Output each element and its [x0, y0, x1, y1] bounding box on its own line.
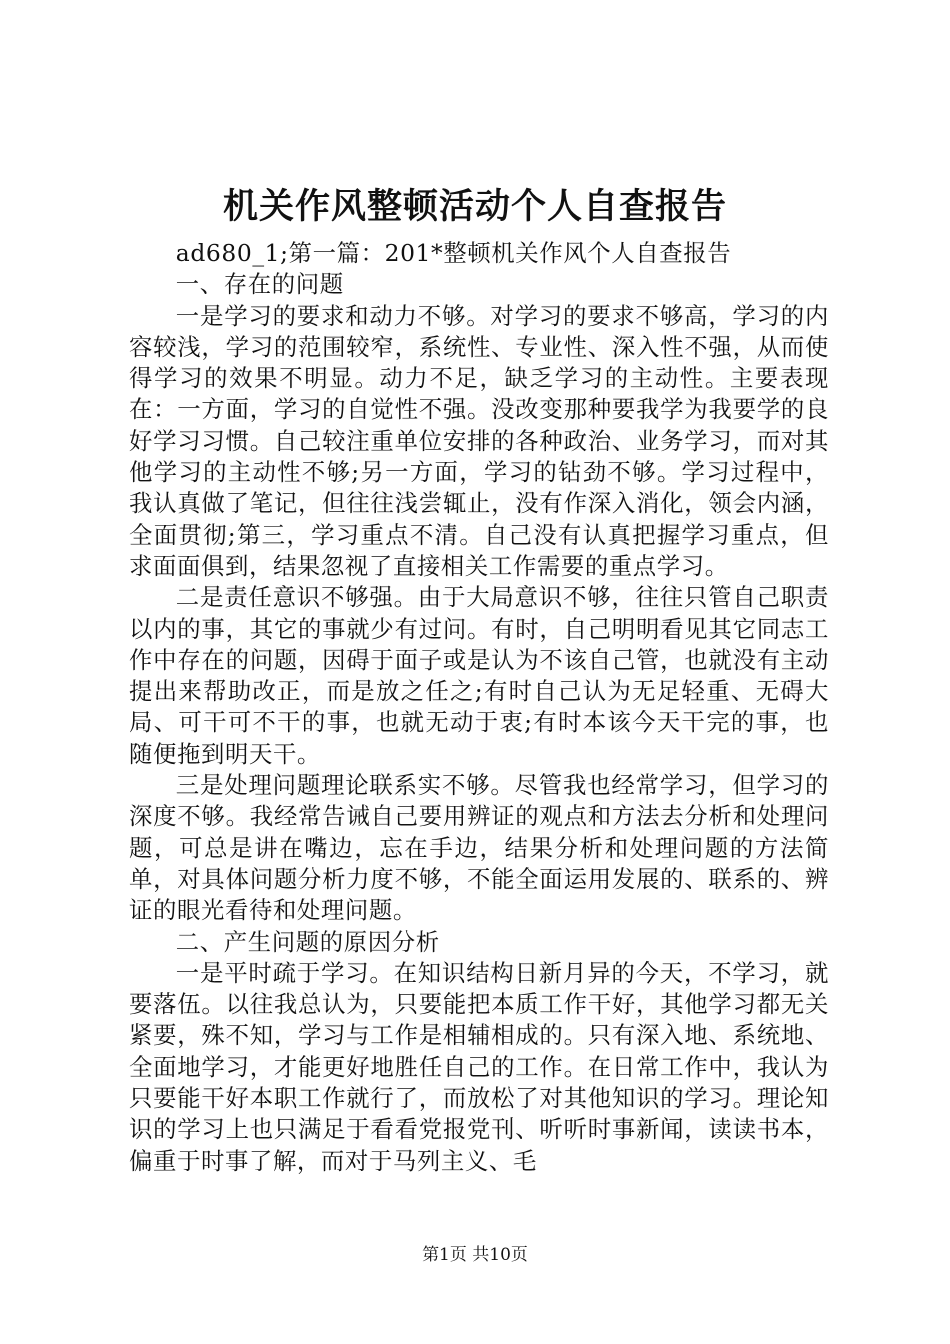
paragraph-subheading: ad680_1;第一篇：201*整顿机关作风个人自查报告 — [175, 239, 732, 267]
section-heading-causes: 二、产生问题的原因分析 — [175, 927, 440, 956]
page-footer — [0, 1243, 950, 1267]
paragraph-responsibility: 二是责任意识不够强。由于大局意识不够，往往只管自己职责以内的事，其它的事就少有过问。有时，自己明明看见其它同志工作中存在的问题，因碍于面子或是认为不该自己管，也就没有主动提出来帮助改正，而是放之任之;有时自己认为无足轻重、无碍大局、可干可不干的事，也就无动于衷;有时本该今天干完的事，也随便拖到明天干。 — [129, 583, 829, 768]
page-total: 共10页 — [472, 1245, 528, 1265]
document-body — [129, 238, 829, 1177]
section-heading-problems: 一、存在的问题 — [175, 270, 344, 299]
paragraph-theory-practice: 三是处理问题理论联系实不够。尽管我也经常学习，但学习的深度不够。我经常告诫自己要用辨证的观点和方法去分析和处理问题，可总是讲在嘴边，忘在手边，结果分析和处理问题的方法简单，对具体问题分析力度不够，不能全面运用发展的、联系的、辨证的眼光看待和处理问题。 — [129, 771, 829, 925]
document-title: 机关作风整顿活动个人自查报告 — [222, 186, 727, 227]
page-number: 第1页 — [422, 1245, 467, 1265]
paragraph-cause-study: 一是平时疏于学习。在知识结构日新月异的今天，不学习，就要落伍。以往我总认为，只要能把本质工作干好，其他学习都无关紧要，殊不知，学习与工作是相辅相成的。只有深入地、系统地、全面地学习，才能更好地胜任自己的工作。在日常工作中，我认为只要能干好本职工作就行了，而放松了对其他知识的学习。理论知识的学习上也只满足于看看党报党刊、听听时事新闻，读读书本，偏重于时事了解，而对于马列主义、毛 — [129, 958, 829, 1175]
paragraph-study: 一是学习的要求和动力不够。对学习的要求不够高，学习的内容较浅，学习的范围较窄，系统性、专业性、深入性不强，从而使得学习的效果不明显。动力不足，缺乏学习的主动性。主要表现在：一方面，学习的自觉性不强。没改变那种要我学为我要学的良好学习习惯。自己较注重单位安排的各种政治、业务学习，而对其他学习的主动性不够;另一方面，学习的钻劲不够。学习过程中，我认真做了笔记，但往往浅尝辄止，没有作深入消化，领会内涵，全面贯彻;第三，学习重点不清。自己没有认真把握学习重点，但求面面俱到，结果忽视了直接相关工作需要的重点学习。 — [129, 301, 829, 580]
